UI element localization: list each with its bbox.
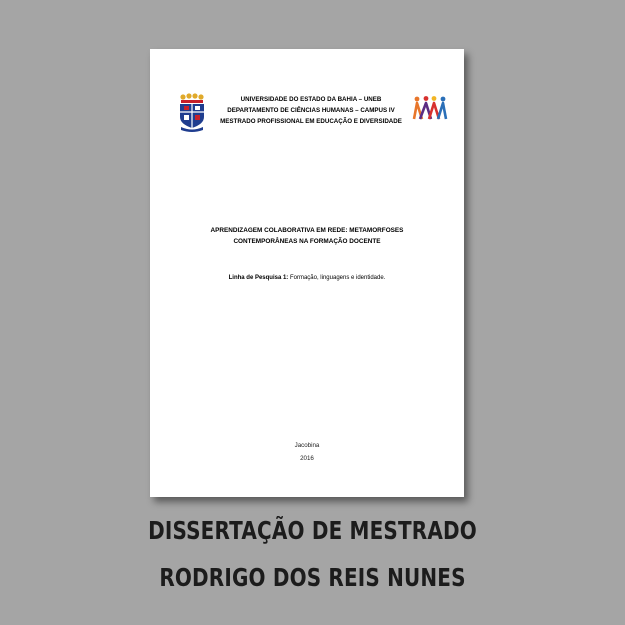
- research-line-text: Formação, linguagens e identidade.: [288, 275, 386, 281]
- institution-header: [208, 94, 414, 127]
- title-line-1: APRENDIZAGEM COLABORATIVA EM REDE: METAMORFOSES: [210, 227, 404, 234]
- research-line-label: Linha de Pesquisa 1:: [228, 275, 289, 281]
- caption-author: RODRIGO DOS REIS NUNES: [159, 563, 466, 592]
- header-university: UNIVERSIDADE DO ESTADO DA BAHIA – UNEB: [240, 96, 382, 103]
- year: 2016: [300, 455, 314, 462]
- research-line: [170, 274, 444, 283]
- dissertation-title: [170, 225, 444, 247]
- place: Jacobina: [294, 442, 320, 449]
- ppged-people-logo: [412, 95, 448, 121]
- uneb-shield-logo: [178, 93, 206, 133]
- caption-dissertation: DISSERTAÇÃO DE MESTRADO: [148, 516, 477, 545]
- document-page: [150, 49, 464, 497]
- title-line-2: CONTEMPORÂNEAS NA FORMAÇÃO DOCENTE: [233, 238, 381, 245]
- header-program: MESTRADO PROFISSIONAL EM EDUCAÇÃO E DIVERSIDADE: [220, 118, 402, 125]
- header-department: DEPARTAMENTO DE CIÊNCIAS HUMANAS – CAMPUS IV: [227, 107, 395, 114]
